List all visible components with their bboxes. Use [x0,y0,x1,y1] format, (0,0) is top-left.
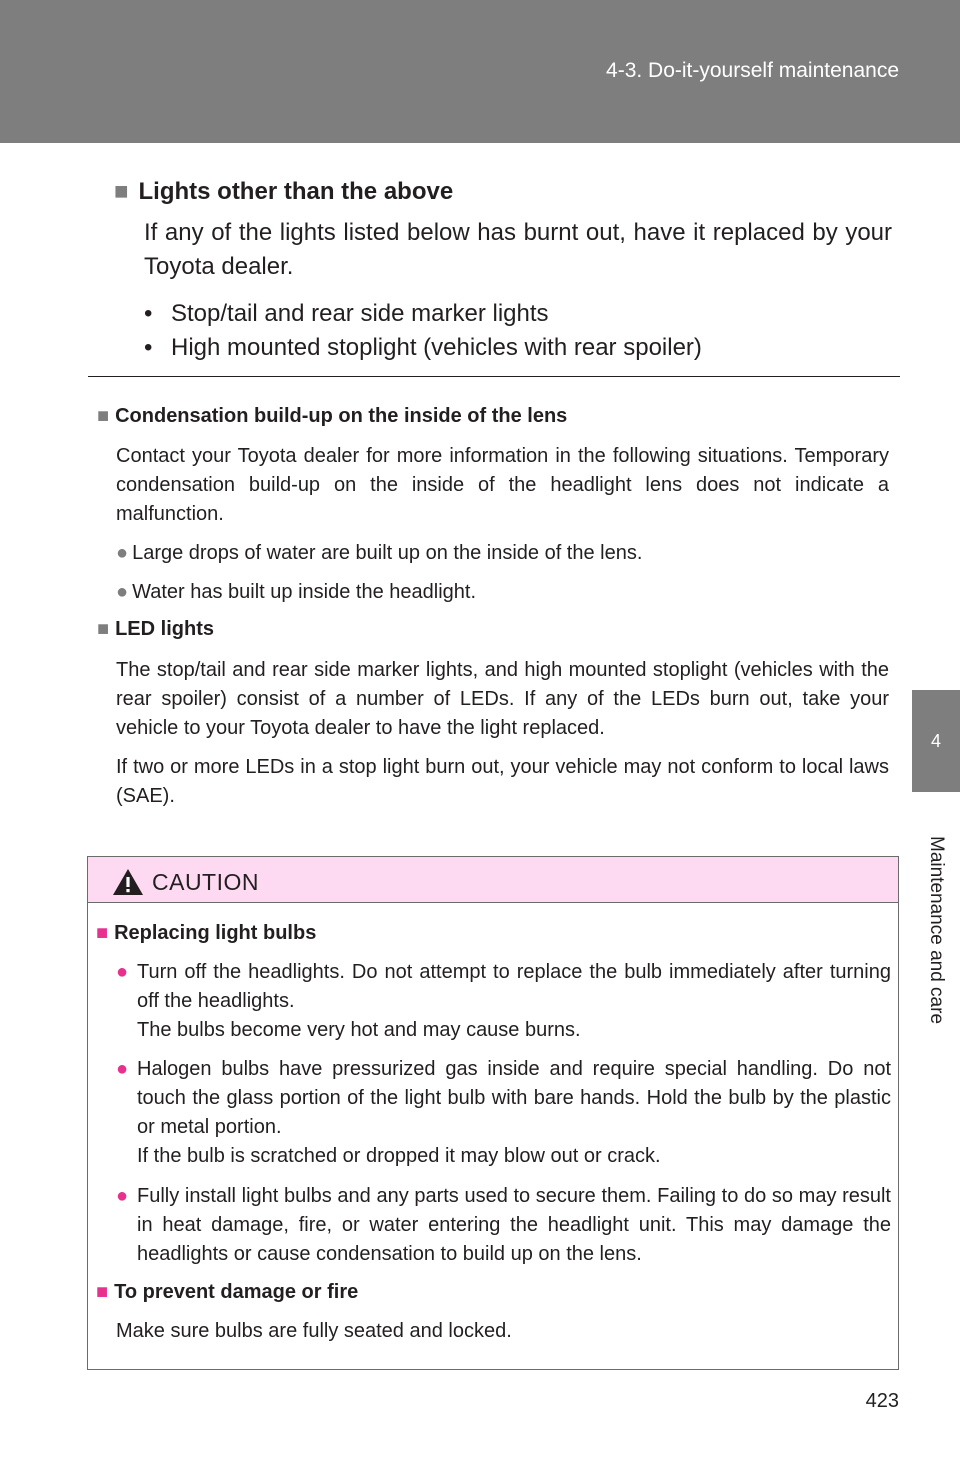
circle-bullet-icon: ● [116,581,129,603]
chapter-number: 4 [930,730,941,751]
caution-item: ● Fully install light bulbs and any parts used to secure them. Failing to do so may result in heat damage, fire, or water entering the headlight unit. This may damage the headlights or cause condensation to build up on the lens. [116,1182,891,1269]
header-band [0,0,960,143]
prevent-damage-heading: ■ To prevent damage or fire [96,1281,359,1303]
prevent-damage-text: Make sure bulbs are fully seated and locked. [116,1320,512,1342]
square-bullet-icon: ■ [97,618,110,640]
chapter-label [912,805,960,1055]
lights-other-paragraph: If any of the lights listed below has burnt out, have it replaced by your Toyota dealer. [144,219,892,280]
led-heading: ■ LED lights [97,618,214,640]
chapter-tab [912,690,960,792]
caution-title: CAUTION [152,869,259,895]
lights-other-list [144,297,702,365]
square-bullet-icon: ■ [96,922,109,944]
list-item: • Stop/tail and rear side marker lights [144,297,702,331]
section-title: 4-3. Do-it-yourself maintenance [606,59,899,82]
circle-bullet-icon: ● [116,542,129,564]
caution-item: ● Halogen bulbs have pressurized gas inside and require special handling. Do not touch the glass portion of the light bulb with bare hands. Hold the bulb by the plastic or metal portion. If the bulb is scratched or dropped it may blow out or crack. [116,1055,891,1171]
condensation-item: ● Water has built up inside the headlight. [116,581,477,603]
square-bullet-icon: ■ [97,405,110,427]
led-paragraph-1: The stop/tail and rear side marker lights, and high mounted stoplight (vehicles with the rear spoiler) consist of a number of LEDs. If any of the LEDs burn out, take your vehicle to your Toyota dealer to have the light replaced. [116,659,889,739]
caution-box [87,856,899,1370]
section-divider [88,376,900,377]
led-paragraph-2: If two or more LEDs in a stop light burn out, your vehicle may not conform to local laws (SAE). [116,756,889,807]
square-bullet-icon: ■ [96,1281,109,1303]
lights-other-heading: ■ Lights other than the above [114,178,454,205]
list-item: • High mounted stoplight (vehicles with rear spoiler) [144,331,702,365]
replacing-bulbs-heading: ■ Replacing light bulbs [96,922,317,944]
square-bullet-icon: ■ [114,178,129,205]
condensation-item: ● Large drops of water are built up on the inside of the lens. [116,542,643,564]
page-number: 423 [865,1390,899,1412]
warning-triangle-icon [112,868,144,896]
circle-bullet-icon: ● [116,961,129,983]
circle-bullet-icon: ● [116,1185,129,1207]
condensation-heading: ■ Condensation build-up on the inside of the lens [97,405,568,427]
caution-item: ● Turn off the headlights. Do not attempt to replace the bulb immediately after turning off the headlights. The bulbs become very hot and may cause burns. [116,958,891,1045]
condensation-paragraph: Contact your Toyota dealer for more information in the following situations. Temporary condensation build-up on the inside of the headlight lens does not indicate a malfunction. [116,445,889,525]
chapter-label-text: Maintenance and care [926,835,947,1024]
caution-header [88,857,898,903]
circle-bullet-icon: ● [116,1058,129,1080]
